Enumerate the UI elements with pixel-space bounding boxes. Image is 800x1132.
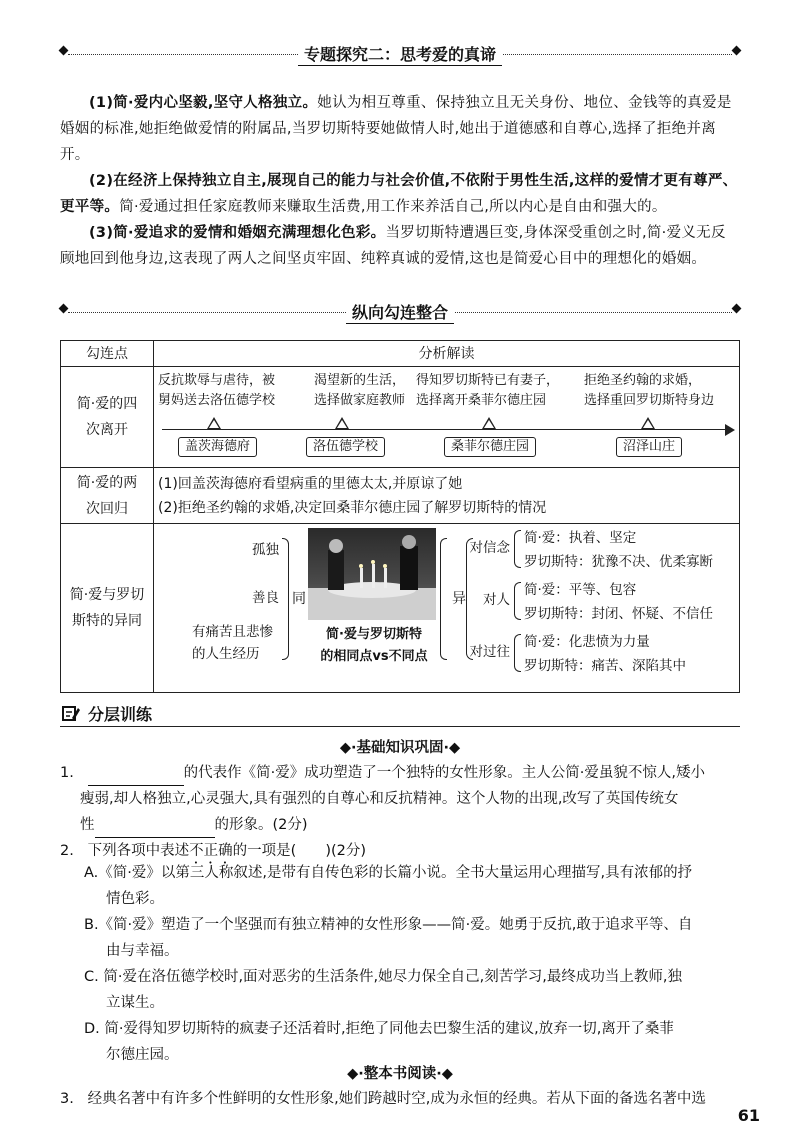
- same-item: 有痛苦且悲惨: [192, 624, 273, 640]
- diamond-icon: ·◆: [436, 1066, 453, 1082]
- rochester-trait: 罗切斯特：犹豫不决、优柔寡断: [524, 554, 713, 570]
- option-c[interactable]: C. 简·爱在洛伍德学校时,面对恶劣的生活条件,她尽力保全自己,刻苦学习,最终成功当上教师,独 立谋生。: [84, 969, 682, 1011]
- option-a[interactable]: A.《简·爱》以第三人称叙述,是带有自传色彩的长篇小说。全书大量运用心理描写,具有浓郁的抒 情色彩。: [84, 865, 693, 907]
- row-label: [61, 468, 154, 524]
- subheading-basic: ◆·基础知识巩固·◆: [339, 740, 461, 756]
- jane-trait: 简·爱：平等、包容: [524, 582, 637, 598]
- diamond-icon: ◆·: [339, 740, 357, 756]
- header-cell: 勾连点: [61, 341, 154, 367]
- diamond-icon: [59, 304, 69, 314]
- place-tag: 桑菲尔德庄园: [444, 437, 536, 457]
- header-cell: 分析解读: [154, 341, 740, 367]
- timeline-axis: [162, 429, 727, 430]
- jane-trait: 简·爱：化悲愤为力量: [524, 634, 650, 650]
- triangle-marker-icon: [482, 417, 496, 429]
- timeline-event: 得知罗切斯特已有妻子， 选择离开桑菲尔德庄园: [416, 373, 560, 408]
- illustration-caption: 简·爱与罗切斯特 的相同点vs不同点: [320, 627, 428, 664]
- return-item: (1)回盖茨海德府看望病重的里德太太,并原谅了她: [158, 475, 463, 492]
- brace-icon: [282, 538, 289, 660]
- triangle-marker-icon: [207, 417, 221, 429]
- page-number: 61: [737, 1106, 760, 1125]
- same-item: 孤独: [252, 542, 279, 558]
- brace-icon: [514, 582, 521, 620]
- question-3: 3. 经典名著中有许多个性鲜明的女性形象,她们跨越时空,成为永恒的经典。若从下面的备选名著中选: [60, 1091, 706, 1107]
- illustration-image: [308, 528, 436, 620]
- timeline-event: 反抗欺辱与虐待，被 舅妈送去洛伍德学校: [158, 373, 276, 408]
- row-label-text: 简·爱的两次回归: [76, 474, 138, 517]
- jane-trait: 简·爱：执着、坚定: [524, 530, 637, 546]
- emphasis-text: 不正确: [189, 843, 233, 859]
- question-2: 2. 下列各项中表述不正确的一项是( )(2分): [60, 843, 367, 859]
- diff-group-name: 对过往: [469, 644, 510, 660]
- rochester-trait: 罗切斯特：封闭、怀疑、不信任: [524, 606, 713, 622]
- arrow-right-icon: [725, 424, 735, 436]
- same-label: 同: [292, 591, 306, 607]
- row-label-text: 简·爱与罗切斯特的异同: [69, 587, 145, 629]
- subheading-reading: ◆·整本书阅读·◆: [347, 1066, 453, 1082]
- option-b[interactable]: B.《简·爱》塑造了一个坚强而有独立精神的女性形象——简·爱。她勇于反抗,敢于追求平等、自 由与幸福。: [84, 917, 693, 959]
- row-label-text: 简·爱的四次离开: [76, 396, 138, 438]
- section-header-integration: [60, 300, 740, 324]
- diamond-icon: [732, 46, 742, 56]
- diff-label: 异: [452, 591, 466, 607]
- pencil-note-icon: [62, 704, 80, 722]
- option-d[interactable]: D. 简·爱得知罗切斯特的疯妻子还活着时,拒绝了同他去巴黎生活的建议,放弃一切,离开了桑菲 尔德庄园。: [84, 1021, 674, 1063]
- diamond-icon: ◆·: [347, 1066, 364, 1082]
- paragraph-2: (2)在经济上保持独立自主,展现自己的能力与社会价值,不依附于男性生活,这样的爱情才更有尊严、更平等。简·爱通过担任家庭教师来赚取生活费,用工作来养活自己,所以内心是自由和强大的。: [60, 173, 738, 215]
- question-1: 1. 的代表作《简·爱》成功塑造了一个独特的女性形象。主人公简·爱虽貌不惊人,矮小 瘦弱,却人格独立,心灵强大,具有强烈的自尊心和反抗精神。这个人物的出现,改写了英国传统女 性 的形象。(2分): [60, 760, 740, 838]
- triangle-marker-icon: [335, 417, 349, 429]
- diff-group-name: 对信念: [469, 540, 510, 556]
- timeline-event: 渴望新的生活， 选择做家庭教师: [314, 373, 406, 408]
- paragraph-1: (1)简·爱内心坚毅,坚守人格独立。她认为相互尊重、保持独立且无关身份、地位、金钱等的真爱是婚姻的标准,她拒绝做爱情的附属品,当罗切斯特要她做情人时,她出于道德感和自尊心,选择了拒绝并离开。: [60, 95, 732, 163]
- place-tag: 沼泽山庄: [616, 437, 682, 457]
- diamond-icon: [59, 46, 69, 56]
- timeline-event: 拒绝圣约翰的求婚， 选择重回罗切斯特身边: [584, 373, 715, 408]
- row-label: [61, 524, 154, 693]
- place-tag: 盖茨海德府: [178, 437, 257, 457]
- section-title: 纵向勾连整合: [346, 300, 454, 324]
- integration-table: [60, 340, 740, 693]
- diamond-icon: [732, 304, 742, 314]
- rochester-trait: 罗切斯特：痛苦、深陷其中: [524, 658, 686, 674]
- section-title: 分层训练: [88, 705, 153, 724]
- same-item: 的人生经历: [192, 646, 260, 662]
- paragraph-3: (3)简·爱追求的爱情和婚姻充满理想化色彩。当罗切斯特遭遇巨变,身体深受重创之时,简·爱义无反顾地回到他身边,这表现了两人之间坚贞牢固、纯粹真诚的爱情,这也是简爱心目中的理想化的婚姻。: [60, 225, 726, 267]
- brace-icon: [440, 538, 447, 660]
- comparison-cell: [154, 524, 740, 693]
- place-tag: 洛伍德学校: [306, 437, 385, 457]
- section-header-training: [60, 702, 740, 727]
- brace-icon: [514, 634, 521, 672]
- brace-icon: [514, 530, 521, 568]
- diff-group-name: 对人: [483, 592, 510, 608]
- row-label: [61, 367, 154, 468]
- section-header-topic: [60, 42, 740, 66]
- same-item: 善良: [252, 590, 279, 606]
- section-title: 专题探究二：思考爱的真谛: [298, 42, 502, 66]
- timeline-cell: [154, 367, 740, 468]
- diamond-icon: ·◆: [443, 740, 461, 756]
- triangle-marker-icon: [641, 417, 655, 429]
- return-item: (2)拒绝圣约翰的求婚,决定回桑菲尔德庄园了解罗切斯特的情况: [158, 499, 547, 516]
- return-cell: [154, 468, 740, 524]
